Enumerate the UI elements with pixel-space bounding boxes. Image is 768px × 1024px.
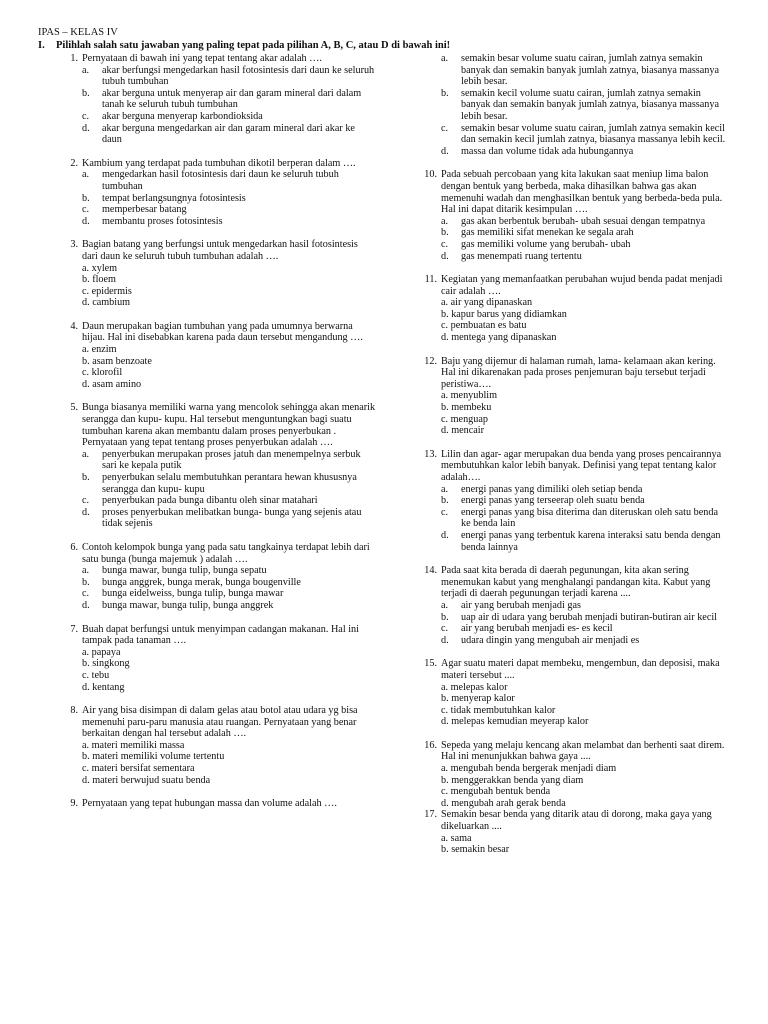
option-letter: a. — [441, 390, 449, 402]
option-letter: a. — [441, 763, 449, 775]
option-letter: b. — [441, 308, 449, 320]
option-text: udara dingin yang mengubah air menjadi es — [461, 634, 640, 646]
option-text: mengedarkan hasil fotosintesis dari daun ke seluruh tubuh tumbuhan — [102, 169, 339, 192]
option — [82, 344, 376, 356]
option — [441, 530, 730, 553]
option-letter: b. — [82, 274, 90, 286]
option-letter: a. — [82, 344, 90, 356]
option-text: akar berguna menyerap karbondioksida — [102, 110, 263, 122]
instruction-line — [38, 40, 450, 52]
option-letter: c. — [82, 669, 90, 681]
option-text: tidak membutuhkan kalor — [450, 704, 556, 716]
option-text: epidermis — [91, 285, 132, 297]
question — [415, 809, 730, 855]
option-text: semakin besar volume suatu cairan, jumlah zatnya semakin kecil dan semakin kecil jumlah zatnya, biasanya massanya lebih kecil. — [461, 122, 726, 146]
page-header: IPAS – KELAS IV — [38, 27, 118, 38]
option — [82, 600, 376, 612]
option — [441, 635, 730, 647]
option-text: gas akan berbentuk berubah- ubah sesuai dengan tempatnya — [461, 215, 706, 227]
option — [82, 775, 376, 787]
option-letter: d. — [82, 122, 90, 134]
option-letter: d. — [441, 716, 449, 728]
question-number: 15. — [424, 658, 437, 670]
option — [441, 716, 730, 728]
option-text: penyerbukan selalu membutuhkan perantara hewan khususnya serangga dan kupu- kupu — [102, 472, 357, 495]
option-letter: a. — [82, 448, 90, 460]
option-letter: c. — [441, 238, 449, 250]
left-column — [56, 53, 376, 810]
question-number: 17. — [424, 809, 437, 821]
option-letter: c. — [82, 495, 90, 507]
question-stem: Buah dapat berfungsi untuk menyimpan cadangan makanan. Hal ini tampak pada tanaman …. — [82, 623, 359, 647]
option-letter: d. — [441, 332, 449, 344]
option — [82, 65, 376, 88]
option — [82, 193, 376, 205]
option — [441, 833, 730, 845]
question-stem: Air yang bisa disimpan di dalam gelas atau botol atau udara yg bisa memenuhi paru-paru manusia atau ruangan. Pernyataan yang benar berkaitan dengan hal tersebut adalah …. — [82, 705, 358, 740]
option-text: mengubah benda bergerak menjadi diam — [450, 763, 617, 775]
option-letter: a. — [441, 832, 449, 844]
option — [82, 658, 376, 670]
question-number: 9. — [70, 798, 78, 810]
option-letter: d. — [82, 297, 90, 309]
option — [441, 786, 730, 798]
option — [82, 286, 376, 298]
question-stem: Daun merupakan bagian tumbuhan yang pada umumnya berwarna hijau. Hal ini disebabkan karena pada daun tersebut mengandung …. — [82, 320, 363, 344]
option-text: gas menempati ruang tertentu — [461, 250, 582, 262]
question — [56, 321, 376, 391]
option-letter: d. — [441, 250, 449, 262]
question-number: 6. — [70, 541, 78, 553]
question — [415, 565, 730, 646]
option-letter: b. — [82, 576, 90, 588]
option — [82, 670, 376, 682]
option-letter: b. — [441, 693, 449, 705]
option-text: gas memiliki volume yang berubah- ubah — [461, 238, 631, 250]
option-letter: d. — [82, 378, 90, 390]
option-text: tempat berlangsungnya fotosintesis — [102, 192, 246, 204]
option-text: penyerbukan merupakan proses jatuh dan menempelnya serbuk sari ke kepala putik — [102, 448, 361, 472]
option-text: pembuatan es batu — [450, 320, 527, 332]
option-letter: b. — [82, 658, 90, 670]
question-number: 7. — [70, 623, 78, 635]
option — [82, 263, 376, 275]
option-letter: b. — [82, 751, 90, 763]
option — [441, 146, 730, 158]
option-text: air yang berubah menjadi es- es kecil — [461, 623, 613, 635]
option — [82, 495, 376, 507]
option-text: sama — [450, 832, 472, 844]
option — [441, 332, 730, 344]
option-letter: c. — [441, 704, 449, 716]
option-text: materi memiliki volume tertentu — [92, 751, 225, 763]
option-text: materi bersifat sementara — [91, 763, 195, 775]
option — [441, 402, 730, 414]
option-text: papaya — [91, 646, 121, 658]
option-text: semakin besar — [451, 844, 510, 856]
question — [415, 274, 730, 344]
option — [441, 844, 730, 856]
option — [441, 682, 730, 694]
option-text: air yang dipanaskan — [450, 297, 533, 309]
option-text: materi berwujud suatu benda — [92, 774, 211, 786]
option-letter: b. — [441, 774, 449, 786]
option — [441, 484, 730, 496]
option — [82, 216, 376, 228]
question-stem: Bagian batang yang berfungsi untuk mengedarkan hasil fotosintesis dari daun ke seluruh tubuh tumbuhan adalah …. — [82, 239, 358, 262]
option-letter: a. — [441, 599, 449, 611]
question — [56, 542, 376, 612]
question — [415, 740, 730, 810]
option — [82, 123, 376, 146]
option-text: bunga eidelweiss, bunga tulip, bunga mawar — [102, 588, 284, 600]
question-number: 4. — [70, 320, 78, 332]
question — [56, 624, 376, 694]
option-letter: d. — [82, 599, 90, 611]
question-number: 13. — [424, 448, 437, 460]
question-number: 1. — [70, 53, 78, 64]
option-letter: a. — [82, 262, 90, 274]
option-text: tebu — [91, 669, 110, 681]
question-stem: Pernyataan di bawah ini yang tepat tentang akar adalah …. — [82, 53, 322, 64]
option-text: proses penyerbukan melibatkan bunga- bunga yang sejenis atau tidak sejenis — [102, 506, 362, 530]
option-text: membantu proses fotosintesis — [102, 215, 223, 227]
option-text: melepas kalor — [450, 681, 508, 693]
question-stem: Contoh kelompok bunga yang pada satu tangkainya terdapat lebih dari satu bunga (bunga majemuk ) adalah …. — [82, 541, 370, 565]
option-letter: b. — [441, 844, 449, 856]
option-text: singkong — [92, 658, 130, 670]
option — [441, 216, 730, 228]
option-text: bunga anggrek, bunga merak, bunga bougenville — [102, 576, 301, 588]
option-text: bunga mawar, bunga tulip, bunga anggrek — [102, 599, 274, 611]
question-stem: Pada saat kita berada di daerah pegunungan, kita akan sering menemukan kabut yang menghalangi pandangan kita. Kabut yang terjadi di daerah pegunungan terjadi karena .... — [441, 565, 711, 600]
option-letter: d. — [441, 145, 449, 157]
option — [82, 111, 376, 123]
option — [82, 449, 376, 472]
question — [56, 239, 376, 309]
option-text: cambium — [92, 297, 131, 309]
option — [82, 274, 376, 286]
option-letter: a. — [82, 169, 90, 181]
option-letter: d. — [82, 506, 90, 518]
question-stem: Agar suatu materi dapat membeku, mengembun, dan deposisi, maka materi tersebut .... — [441, 658, 720, 681]
question-stem: Baju yang dijemur di halaman rumah, lama- kelamaan akan kering. Hal ini dikarenakan pada proses penjemuran baju tersebut terjadi peristiwa…. — [441, 355, 716, 390]
question — [56, 53, 376, 146]
option — [441, 612, 730, 624]
option-letter: d. — [82, 774, 90, 786]
option — [441, 763, 730, 775]
option-letter: a. — [82, 646, 90, 658]
option-text: penyerbukan pada bunga dibantu oleh sinar matahari — [102, 495, 318, 507]
question-stem: Bunga biasanya memiliki warna yang mencolok sehingga akan menarik serangga dan kupu- kupu. Hal tersebut menguntungkan bagi suatu tumbuhan karena akan membantu dalam proses penyerbukan . Pernyataan yang tepat tentang proses penyerbukan adalah …. — [82, 402, 376, 449]
question-number: 14. — [424, 565, 437, 577]
option — [441, 495, 730, 507]
option-letter: a. — [441, 483, 449, 495]
option — [441, 693, 730, 705]
option-text: semakin kecil volume suatu cairan, jumlah zatnya semakin banyak dan semakin banyak jumlah zatnya, biasanya massanya lebih besar. — [461, 87, 719, 122]
option — [82, 297, 376, 309]
option-text: air yang berubah menjadi gas — [461, 599, 581, 611]
option-letter: b. — [82, 472, 90, 483]
option-letter: d. — [82, 215, 90, 227]
question-number: 5. — [70, 402, 78, 414]
option-text: materi memiliki massa — [91, 739, 185, 751]
option — [82, 204, 376, 216]
option-text: mengubah arah gerak benda — [451, 797, 566, 809]
question-stem: Sepeda yang melaju kencang akan melambat dan berhenti saat direm. Hal ini menunjukkan bahwa gaya .... — [441, 739, 725, 763]
option — [82, 588, 376, 600]
option — [82, 763, 376, 775]
option-letter: a. — [82, 64, 90, 76]
option-letter: c. — [441, 320, 449, 332]
question-stem: Pada sebuah percobaan yang kita lakukan saat meniup lima balon dengan bentuk yang berbeda, maka dihasilkan bahwa gas akan memenuhi wadah dan menghasilkan bentuk yang berbeda-beda pula. Hal ini dapat ditarik kesimpulan …. — [441, 169, 723, 216]
option-text: asam amino — [92, 378, 142, 390]
option-letter: b. — [441, 87, 449, 99]
option — [82, 88, 376, 111]
option-letter: a. — [441, 681, 449, 693]
option-text: enzim — [91, 344, 117, 356]
option-letter: a. — [441, 297, 449, 309]
question — [56, 402, 376, 530]
option-text: akar berfungsi mengedarkan hasil fotosintesis dari daun ke seluruh tubuh tumbuhan — [102, 64, 375, 88]
option-letter: b. — [82, 87, 90, 99]
option-text: energi panas yang dimiliki oleh setiap benda — [461, 483, 643, 495]
question — [415, 169, 730, 262]
option — [82, 682, 376, 694]
question-number: 3. — [70, 239, 78, 251]
option — [441, 123, 730, 146]
option — [441, 425, 730, 437]
option-text: memperbesar batang — [102, 204, 187, 216]
option — [441, 297, 730, 309]
option-text: mentega yang dipanaskan — [451, 332, 557, 344]
option-letter: c. — [441, 786, 449, 798]
option — [441, 227, 730, 239]
instruction-text: Pilihlah salah satu jawaban yang paling tepat pada pilihan A, B, C, atau D di bawah ini! — [56, 40, 451, 51]
option — [82, 740, 376, 752]
option-text: energi panas yang bisa diterima dan diteruskan oleh satu benda ke benda lain — [461, 506, 718, 530]
option-letter: a. — [82, 565, 90, 577]
option — [82, 379, 376, 391]
question — [415, 449, 730, 553]
question-number: 12. — [424, 355, 437, 367]
option-text: menyerap kalor — [451, 693, 515, 705]
option-text: semakin besar volume suatu cairan, jumlah zatnya semakin banyak dan semakin banyak jumlah zatnya, biasanya massanya lebih besar. — [461, 53, 719, 88]
question-number: 2. — [70, 157, 78, 169]
option — [82, 367, 376, 379]
option-letter: c. — [82, 367, 90, 379]
option-letter: b. — [441, 227, 449, 239]
option-letter: d. — [441, 425, 449, 437]
option-text: floem — [92, 274, 116, 286]
option — [82, 751, 376, 763]
option — [441, 507, 730, 530]
question — [415, 658, 730, 728]
option-text: gas memiliki sifat menekan ke segala arah — [461, 227, 634, 239]
option-text: uap air di udara yang berubah menjadi butiran-butiran air kecil — [461, 611, 718, 623]
section-numeral: I. — [38, 40, 45, 51]
option-text: xylem — [91, 262, 118, 274]
option-text: melepas kemudian meyerap kalor — [451, 716, 589, 728]
option — [82, 565, 376, 577]
option-letter: c. — [82, 763, 90, 775]
question — [56, 705, 376, 786]
question-number: 10. — [424, 169, 437, 181]
option — [441, 239, 730, 251]
option — [441, 88, 730, 123]
option-text: massa dan volume tidak ada hubungannya — [461, 145, 634, 157]
question-stem: Semakin besar benda yang ditarik atau di dorong, maka gaya yang dikeluarkan .... — [441, 809, 712, 833]
option — [441, 414, 730, 426]
option — [441, 309, 730, 321]
option-letter: c. — [441, 122, 449, 134]
question — [56, 798, 376, 810]
option-text: mencair — [451, 425, 484, 437]
question-stem: Kambium yang terdapat pada tumbuhan dikotil berperan dalam …. — [82, 157, 356, 169]
option-letter: a. — [441, 215, 449, 227]
question-9-options — [415, 53, 730, 157]
question-stem: Lilin dan agar- agar merupakan dua benda yang proses pencairannya membutuhkan kalor lebih banyak. Definisi yang tepat tentang kalor adalah…. — [441, 448, 722, 483]
option-text: energi panas yang terseerap oleh suatu benda — [461, 495, 645, 507]
option-text: menggerakkan benda yang diam — [451, 774, 584, 786]
option-letter: c. — [82, 285, 90, 297]
question-number: 8. — [70, 705, 78, 717]
option-text: energi panas yang terbentuk karena interaksi satu benda dengan benda lainnya — [461, 529, 721, 553]
option-text: mengubah bentuk benda — [450, 786, 551, 798]
option-letter: d. — [441, 797, 449, 809]
option — [82, 169, 376, 192]
option — [82, 356, 376, 368]
option-letter: b. — [82, 192, 90, 204]
option — [82, 507, 376, 530]
option — [441, 705, 730, 717]
option-text: bunga mawar, bunga tulip, bunga sepatu — [102, 565, 267, 577]
question-stem: Kegiatan yang memanfaatkan perubahan wujud benda padat menjadi cair adalah …. — [441, 274, 723, 297]
option — [441, 390, 730, 402]
option-letter: b. — [441, 495, 449, 507]
option-letter: c. — [82, 110, 90, 122]
option-letter: c. — [82, 588, 90, 600]
option — [82, 472, 376, 495]
option-text: menyublim — [450, 390, 498, 402]
option-letter: a. — [441, 53, 449, 64]
option-letter: d. — [82, 681, 90, 693]
option-text: asam benzoate — [92, 355, 152, 367]
option-letter: b. — [441, 402, 449, 414]
option-text: membeku — [451, 402, 492, 414]
option — [441, 798, 730, 810]
option — [441, 600, 730, 612]
option-text: akar berguna untuk menyerap air dan garam mineral dari dalam tanah ke seluruh tubuh tumbuhan — [102, 87, 362, 111]
option — [82, 577, 376, 589]
question — [415, 356, 730, 437]
option — [441, 623, 730, 635]
option — [441, 320, 730, 332]
option-letter: b. — [82, 355, 90, 367]
question — [56, 158, 376, 228]
question-stem: Pernyataan yang tepat hubungan massa dan volume adalah …. — [82, 798, 337, 810]
option-text: klorofil — [91, 367, 123, 379]
option-text: akar berguna mengedarkan air dan garam mineral dari akar ke daun — [102, 122, 355, 146]
option-letter: d. — [441, 529, 449, 541]
option-letter: c. — [82, 204, 90, 216]
option-letter: d. — [441, 634, 449, 646]
option-letter: c. — [441, 506, 449, 518]
option — [441, 251, 730, 263]
question-number: 11. — [424, 274, 437, 286]
right-column — [415, 53, 730, 856]
option — [82, 647, 376, 659]
option-letter: c. — [441, 413, 449, 425]
option-text: kentang — [92, 681, 125, 693]
option-letter: c. — [441, 623, 449, 635]
option — [441, 775, 730, 787]
option-text: kapur barus yang didiamkan — [451, 308, 567, 320]
option-letter: a. — [82, 739, 90, 751]
option-text: menguap — [450, 413, 488, 425]
option — [441, 53, 730, 88]
option-letter: b. — [441, 611, 449, 623]
question-number: 16. — [424, 739, 437, 751]
